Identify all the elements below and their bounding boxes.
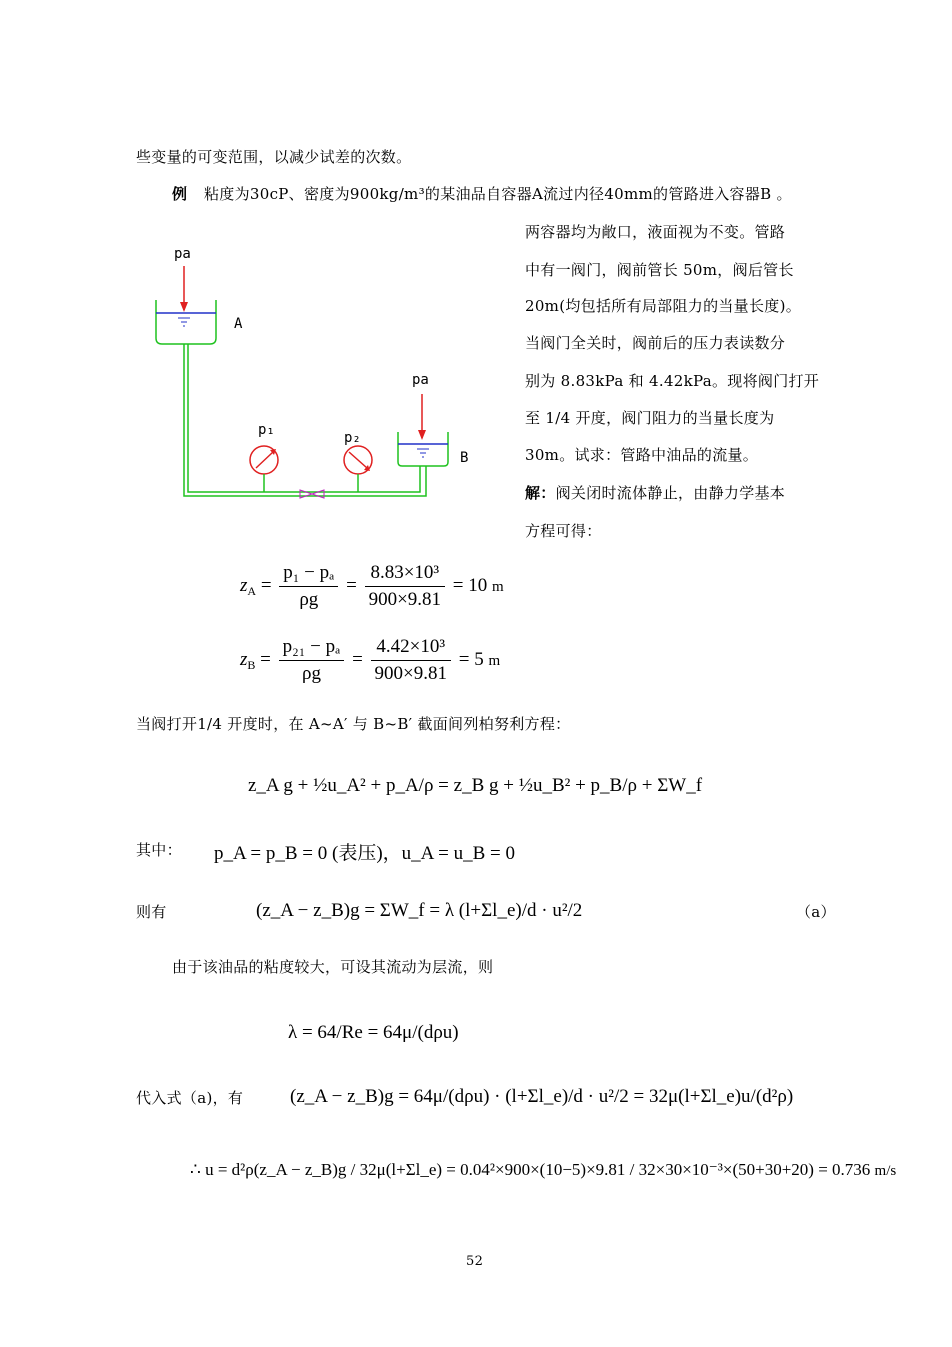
example-line: 别为 8.83kPa 和 4.42kPa。现将阀门打开 xyxy=(525,372,820,390)
pa-label-top: pa xyxy=(174,246,191,262)
pa-label-right: pa xyxy=(412,372,429,388)
bernoulli-intro: 当阀打开1/4 开度时，在 A~A′ 与 B~B′ 截面间列柏努利方程： xyxy=(136,715,571,733)
substitute-label: 代入式（a)，有 xyxy=(136,1089,244,1107)
example-first-line: 粘度为30cP、密度为900kg/m³的某油品自容器A流过内径40mm的管路进入容器B 。 xyxy=(204,185,792,203)
example-line: 20m(均包括所有局部阻力的当量长度)。 xyxy=(525,297,802,315)
substitute-equation: (z_A − z_B)g = 64μ/(dρu) · (l+Σl_e)/d · u²/2 = 32μ(l+Σl_e)u/(d²ρ) xyxy=(290,1086,794,1107)
then-label: 则有 xyxy=(136,903,167,921)
solution-line xyxy=(525,483,785,503)
page-number: 52 xyxy=(466,1254,484,1269)
equation-tag-a: （a） xyxy=(796,903,836,921)
example-line: 30m。试求：管路中油品的流量。 xyxy=(525,446,759,464)
where-label: 其中： xyxy=(136,841,182,859)
equation-zb: $z_B$ = $\frac{\text{p₂₁ − pₐ}}{\rho g}$ = $\frac{\text{4.42×10³}}{900\times 9.81}$ = 5 m xyxy=(240,636,501,684)
tank-a-label: A xyxy=(234,316,243,332)
pipe-diagram xyxy=(140,230,510,520)
lambda-equation: λ = 64/Re = 64μ/(dρu) xyxy=(288,1022,459,1043)
solution-text: 阀关闭时流体静止，由静力学基本 xyxy=(555,484,786,502)
example-line: 中有一阀门，阀前管长 50m，阀后管长 xyxy=(525,261,794,279)
example-line: 至 1/4 开度，阀门阻力的当量长度为 xyxy=(525,409,775,427)
laminar-text: 由于该油品的粘度较大，可设其流动为层流，则 xyxy=(172,958,494,976)
pipe-line-outer xyxy=(184,344,426,496)
equation-za: $z_A$ = $\frac{\text{p₁ − pₐ}}{\rho g}$ = $\frac{\text{8.83×10³}}{900\times 9.81}$ = 10 m xyxy=(240,562,504,610)
example-label: 例 xyxy=(172,185,188,203)
example-line: 当阀门全关时，阀前后的压力表读数分 xyxy=(525,334,786,352)
valve-icon xyxy=(300,490,312,498)
pa-arrowhead-right xyxy=(418,430,426,440)
pipe-line-inner xyxy=(188,344,420,492)
top-line: 些变量的可变范围，以减少试差的次数。 xyxy=(136,148,412,166)
final-equation: ∴ u = d²ρ(z_A − z_B)g / 32μ(l+Σl_e) = 0.04²×900×(10−5)×9.81 / 32×30×10⁻³×(50+30+20) = 0.736 m/s xyxy=(190,1160,897,1179)
p2-label: p₂ xyxy=(344,430,361,446)
pa-arrowhead-top xyxy=(180,302,188,312)
solution-label: 解： xyxy=(525,484,556,502)
bernoulli-equation: z_A g + ½u_A² + p_A/ρ = z_B g + ½u_B² + p_B/ρ + ΣW_f xyxy=(248,775,703,796)
solution-text-2: 方程可得： xyxy=(525,522,602,540)
where-equation: p_A = p_B = 0 (表压)，u_A = u_B = 0 xyxy=(214,843,515,864)
example-line: 两容器均为敞口，液面视为不变。管路 xyxy=(525,223,786,241)
tank-b-label: B xyxy=(460,450,469,466)
then-equation: (z_A − z_B)g = ΣW_f = λ (l+Σl_e)/d · u²/2 xyxy=(256,900,583,921)
p1-label: p₁ xyxy=(258,422,275,438)
